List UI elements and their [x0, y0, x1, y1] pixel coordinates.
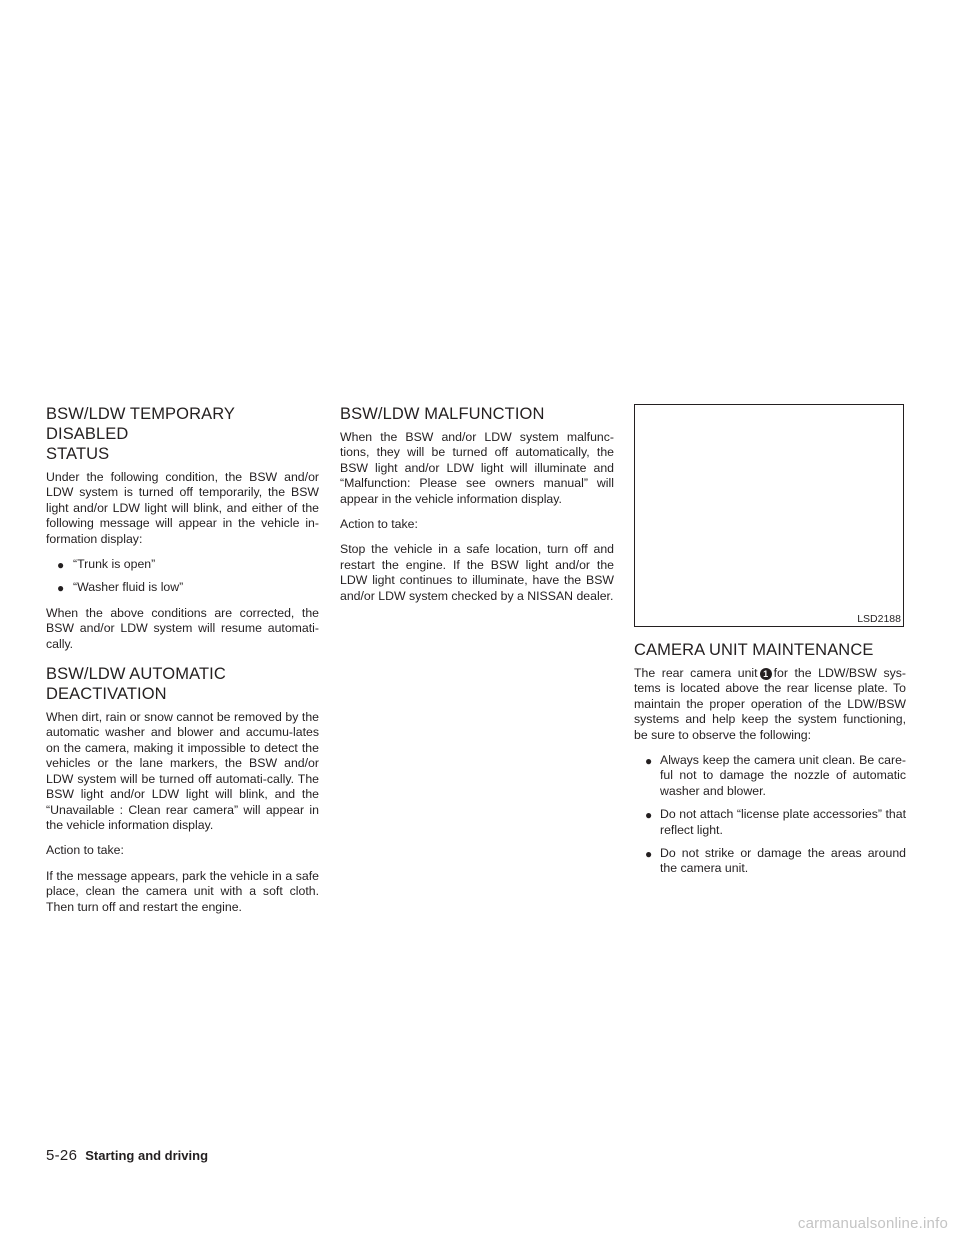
bullet-icon: ● [645, 808, 653, 823]
auto-deactivation-action-text: If the message appears, park the vehicle in a safe place, clean the camera unit with a soft cloth. Then turn off and restart the engine. [46, 868, 319, 914]
temp-disabled-message-list [46, 557, 319, 596]
list-item: ● Do not strike or damage the areas around the camera unit. [645, 846, 906, 876]
auto-deactivation-heading: BSW/LDW AUTOMATIC DEACTIVATION [46, 665, 226, 704]
bullet-icon: ● [57, 558, 65, 573]
temp-disabled-resume-text: When the above conditions are corrected, the BSW and/or LDW system will resume automati-cally. [46, 605, 319, 651]
list-item: ● Do not attach “license plate accessories” that reflect light. [645, 807, 906, 837]
temp-disabled-intro: Under the following condition, the BSW and/or LDW system is turned off temporarily, the BSW light and/or LDW light will blink, and either of the following message will appear in the vehicle in-formation display: [46, 470, 319, 546]
temp-disabled-heading: BSW/LDW TEMPORARY DISABLED STATUS [46, 405, 235, 463]
malfunction-heading: BSW/LDW MALFUNCTION [340, 405, 545, 423]
camera-maintenance-intro: The rear camera unit 1 for the LDW/BSW sys-tems is located above the rear license plate. To maintain the proper operation of the LDW/BSW systems and help keep the system functioning, be sure to observe the following: [634, 666, 906, 742]
auto-deactivation-body: When dirt, rain or snow cannot be removed by the automatic washer and blower and accumu-lates on the camera, making it impossible to detect the vehicles or the lane markers, the BSW and/or LDW system will be turned off automati-cally. The BSW light and/or LDW light will blink, and the “Unavailable : Clean rear camera” will appear in the vehicle information display. [46, 710, 319, 832]
bullet-icon: ● [645, 754, 653, 769]
camera-maintenance-list [634, 753, 906, 877]
chapter-title: Starting and driving [85, 1148, 209, 1163]
malfunction-action-text: Stop the vehicle in a safe location, turn off and restart the engine. If the BSW light and/or the LDW light continues to illuminate, have the BSW and/or LDW system checked by a NISSAN dealer. [340, 542, 614, 603]
list-item: ● “Trunk is open” [57, 557, 156, 573]
malfunction-action-label: Action to take: [340, 517, 418, 532]
camera-maintenance-heading: CAMERA UNIT MAINTENANCE [634, 641, 874, 659]
camera-figure [634, 404, 904, 627]
callout-1-icon: 1 [760, 668, 772, 680]
list-item: ● Always keep the camera unit clean. Be care-ful not to damage the nozzle of automatic washer and blower. [645, 753, 906, 798]
bullet-icon: ● [645, 847, 653, 862]
malfunction-body: When the BSW and/or LDW system malfunc-tions, they will be turned off automatically, the BSW light and/or LDW light will illuminate and “Malfunction: Please see owners manual” will appear in the vehicle information display. [340, 430, 614, 506]
figure-id: LSD2188 [857, 613, 901, 625]
page-footer [46, 1147, 208, 1164]
page-number: 5-26 [46, 1147, 78, 1164]
bullet-icon: ● [57, 581, 65, 596]
list-item: ● “Washer fluid is low” [57, 580, 184, 596]
watermark-link[interactable]: carmanualsonline.info [797, 1215, 948, 1232]
left-column [46, 404, 319, 925]
auto-deactivation-action-label: Action to take: [46, 843, 124, 858]
middle-column [340, 404, 614, 614]
right-column [634, 404, 906, 887]
